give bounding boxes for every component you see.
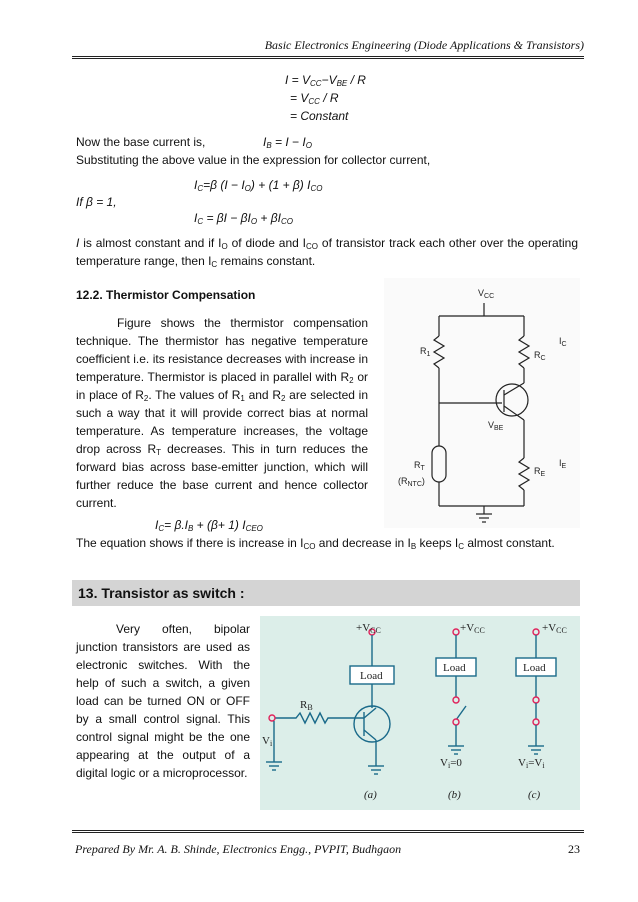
vcc-c-label: +VCC bbox=[542, 622, 567, 635]
substituting-text: Substituting the above value in the expression for collector current, bbox=[76, 153, 431, 167]
eq-i-line1: $I = V_{CC}-V_{BE} / R$ bbox=[285, 73, 366, 88]
eq-i-line2: = $V_{CC}$ / R bbox=[290, 91, 339, 106]
ie-label: $I_E$ bbox=[559, 458, 567, 470]
rntc-label: $(R_{NTC})$ bbox=[398, 476, 425, 488]
vbe-label: $V_{BE}$ bbox=[488, 420, 504, 432]
vi-label: Vi bbox=[262, 735, 273, 748]
footer-rule bbox=[72, 830, 584, 833]
rc-label: $R_C$ bbox=[534, 350, 546, 362]
caption-a: (a) bbox=[364, 789, 377, 801]
eq-i-line3: = Constant bbox=[290, 109, 349, 123]
base-current-text: Now the base current is, bbox=[76, 135, 206, 149]
ic-eq-1: $I_C=\beta$ $(I - I_O) + (1 + \beta)$ $I_{CO}$ bbox=[194, 178, 323, 193]
load-a-label: Load bbox=[360, 670, 383, 682]
vcc-b-label: +VCC bbox=[460, 622, 485, 635]
switch-paragraph: Very often, bipolar junction transistors are used as electronic switches. With the help of such a switch, a given load can be turned ON or OFF by a small control signal. This control signal might be the one appearing at the output of a digital logic or a microprocessor. bbox=[76, 622, 250, 780]
r1-label: $R_1$ bbox=[420, 346, 431, 358]
equation-conclusion: The equation shows if there is increase in $I_{CO}$ and decrease in $I_B$ keeps $I_C$ almost constant. bbox=[76, 536, 555, 551]
page-number: 23 bbox=[568, 842, 580, 856]
rt-label: $R_T$ bbox=[414, 460, 425, 472]
caption-b: (b) bbox=[448, 789, 461, 801]
ic-beta-eq: $I_C= \beta.I_B + (\beta+ 1)$ $I_{CEO}$ bbox=[155, 518, 263, 533]
ic-label: $I_C$ bbox=[559, 336, 567, 348]
vi-zero-label: Vi=0 bbox=[440, 757, 462, 770]
vi-vi-label: Vi=Vi bbox=[518, 757, 545, 770]
if-beta-text: If β = 1, bbox=[76, 195, 117, 209]
vcc-label: $V_{CC}$ bbox=[478, 288, 495, 300]
thermistor-circuit-diagram bbox=[384, 278, 580, 528]
paragraph-constant: I is almost constant and if $I_O$ of diode and $I_{CO}$ of transistor track each other over the operating temperature range, then $I_C$ remains constant. bbox=[76, 236, 579, 269]
thermistor-paragraph: Figure shows the thermistor compensation technique. The thermistor has negative temperature coefficient i.e. its resistance decreases with increase in temperature. Thermistor is placed in parallel with $R_2$ or in place of $R_2$. The values of $R_1$ and $R_2$ are selected in such a way that it will provide correct bias at normal temperature. As temperature increases, the voltage drop across $R_T$ decreases. This in turn reduces the forward bias across base-emitter junction, which will further reduce the base current and hence collector current. bbox=[76, 316, 369, 510]
header-rule bbox=[72, 56, 584, 59]
vcc-a-label: +VCC bbox=[356, 622, 381, 635]
ic-eq-2: $I_C = \beta I - \beta I_O + \beta I_{CO}$ bbox=[194, 211, 293, 226]
caption-c: (c) bbox=[528, 789, 541, 801]
load-b-label: Load bbox=[443, 662, 466, 674]
base-current-eq: $I_B = I - I_O$ bbox=[263, 135, 312, 150]
rb-label: RB bbox=[300, 699, 313, 712]
section-13-heading: 13. Transistor as switch : bbox=[72, 580, 580, 606]
page-footer bbox=[75, 842, 580, 857]
footer-text: Prepared By Mr. A. B. Shinde, Electronics Engg., PVPIT, Budhgaon bbox=[75, 842, 402, 856]
re-label: $R_E$ bbox=[534, 466, 546, 478]
load-c-label: Load bbox=[523, 662, 546, 674]
page-header: Basic Electronics Engineering (Diode Applications & Transistors) bbox=[264, 38, 584, 52]
section-12-2-heading: 12.2. Thermistor Compensation bbox=[76, 288, 256, 302]
transistor-switch-diagram bbox=[260, 616, 580, 810]
